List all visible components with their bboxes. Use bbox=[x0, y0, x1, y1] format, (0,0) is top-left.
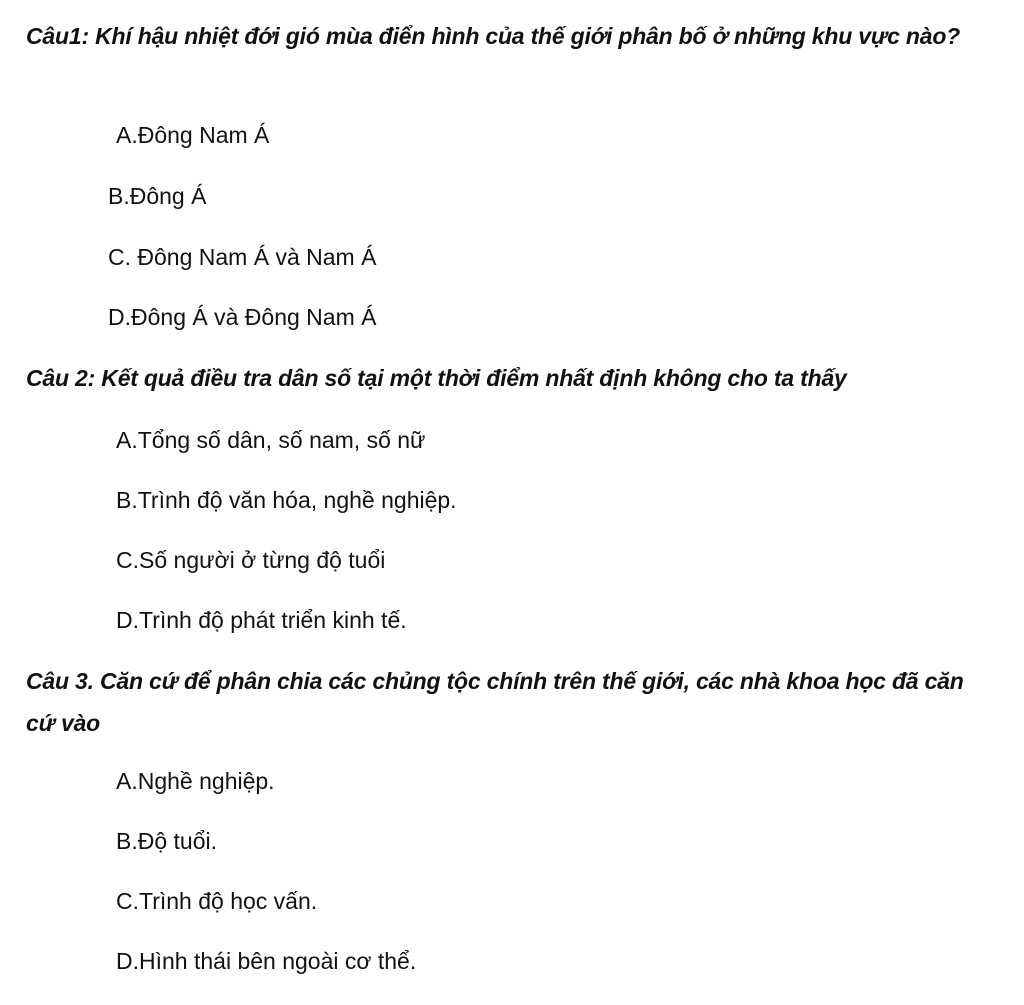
question-1-option-d: D.Đông Á và Đông Nam Á bbox=[108, 304, 377, 330]
question-2-option-d: D.Trình độ phát triển kinh tế. bbox=[116, 607, 407, 633]
question-3-option-a: A.Nghề nghiệp. bbox=[116, 768, 275, 794]
question-3-option-d: D.Hình thái bên ngoài cơ thể. bbox=[116, 948, 417, 974]
question-1-option-b: B.Đông Á bbox=[108, 183, 207, 209]
question-2-text: Câu 2: Kết quả điều tra dân số tại một thời điểm nhất định không cho ta thấy bbox=[26, 365, 847, 391]
question-3-option-c: C.Trình độ học vấn. bbox=[116, 888, 318, 914]
question-1-text: Câu1: Khí hậu nhiệt đới gió mùa điển hình của thế giới phân bố ở những khu vực nào? bbox=[26, 23, 961, 49]
question-2-option-c: C.Số người ở từng độ tuổi bbox=[116, 547, 386, 573]
question-1-option-c: C. Đông Nam Á và Nam Á bbox=[108, 244, 377, 270]
question-2-option-a: A.Tổng số dân, số nam, số nữ bbox=[116, 427, 426, 453]
question-2-option-b: B.Trình độ văn hóa, nghề nghiệp. bbox=[116, 487, 457, 513]
question-1-option-a: A.Đông Nam Á bbox=[116, 122, 270, 148]
question-3-text: Câu 3. Căn cứ để phân chia các chủng tộc chính trên thế giới, các nhà khoa học đã căn cứ vào bbox=[26, 668, 964, 736]
question-3-option-b: B.Độ tuổi. bbox=[116, 828, 217, 854]
